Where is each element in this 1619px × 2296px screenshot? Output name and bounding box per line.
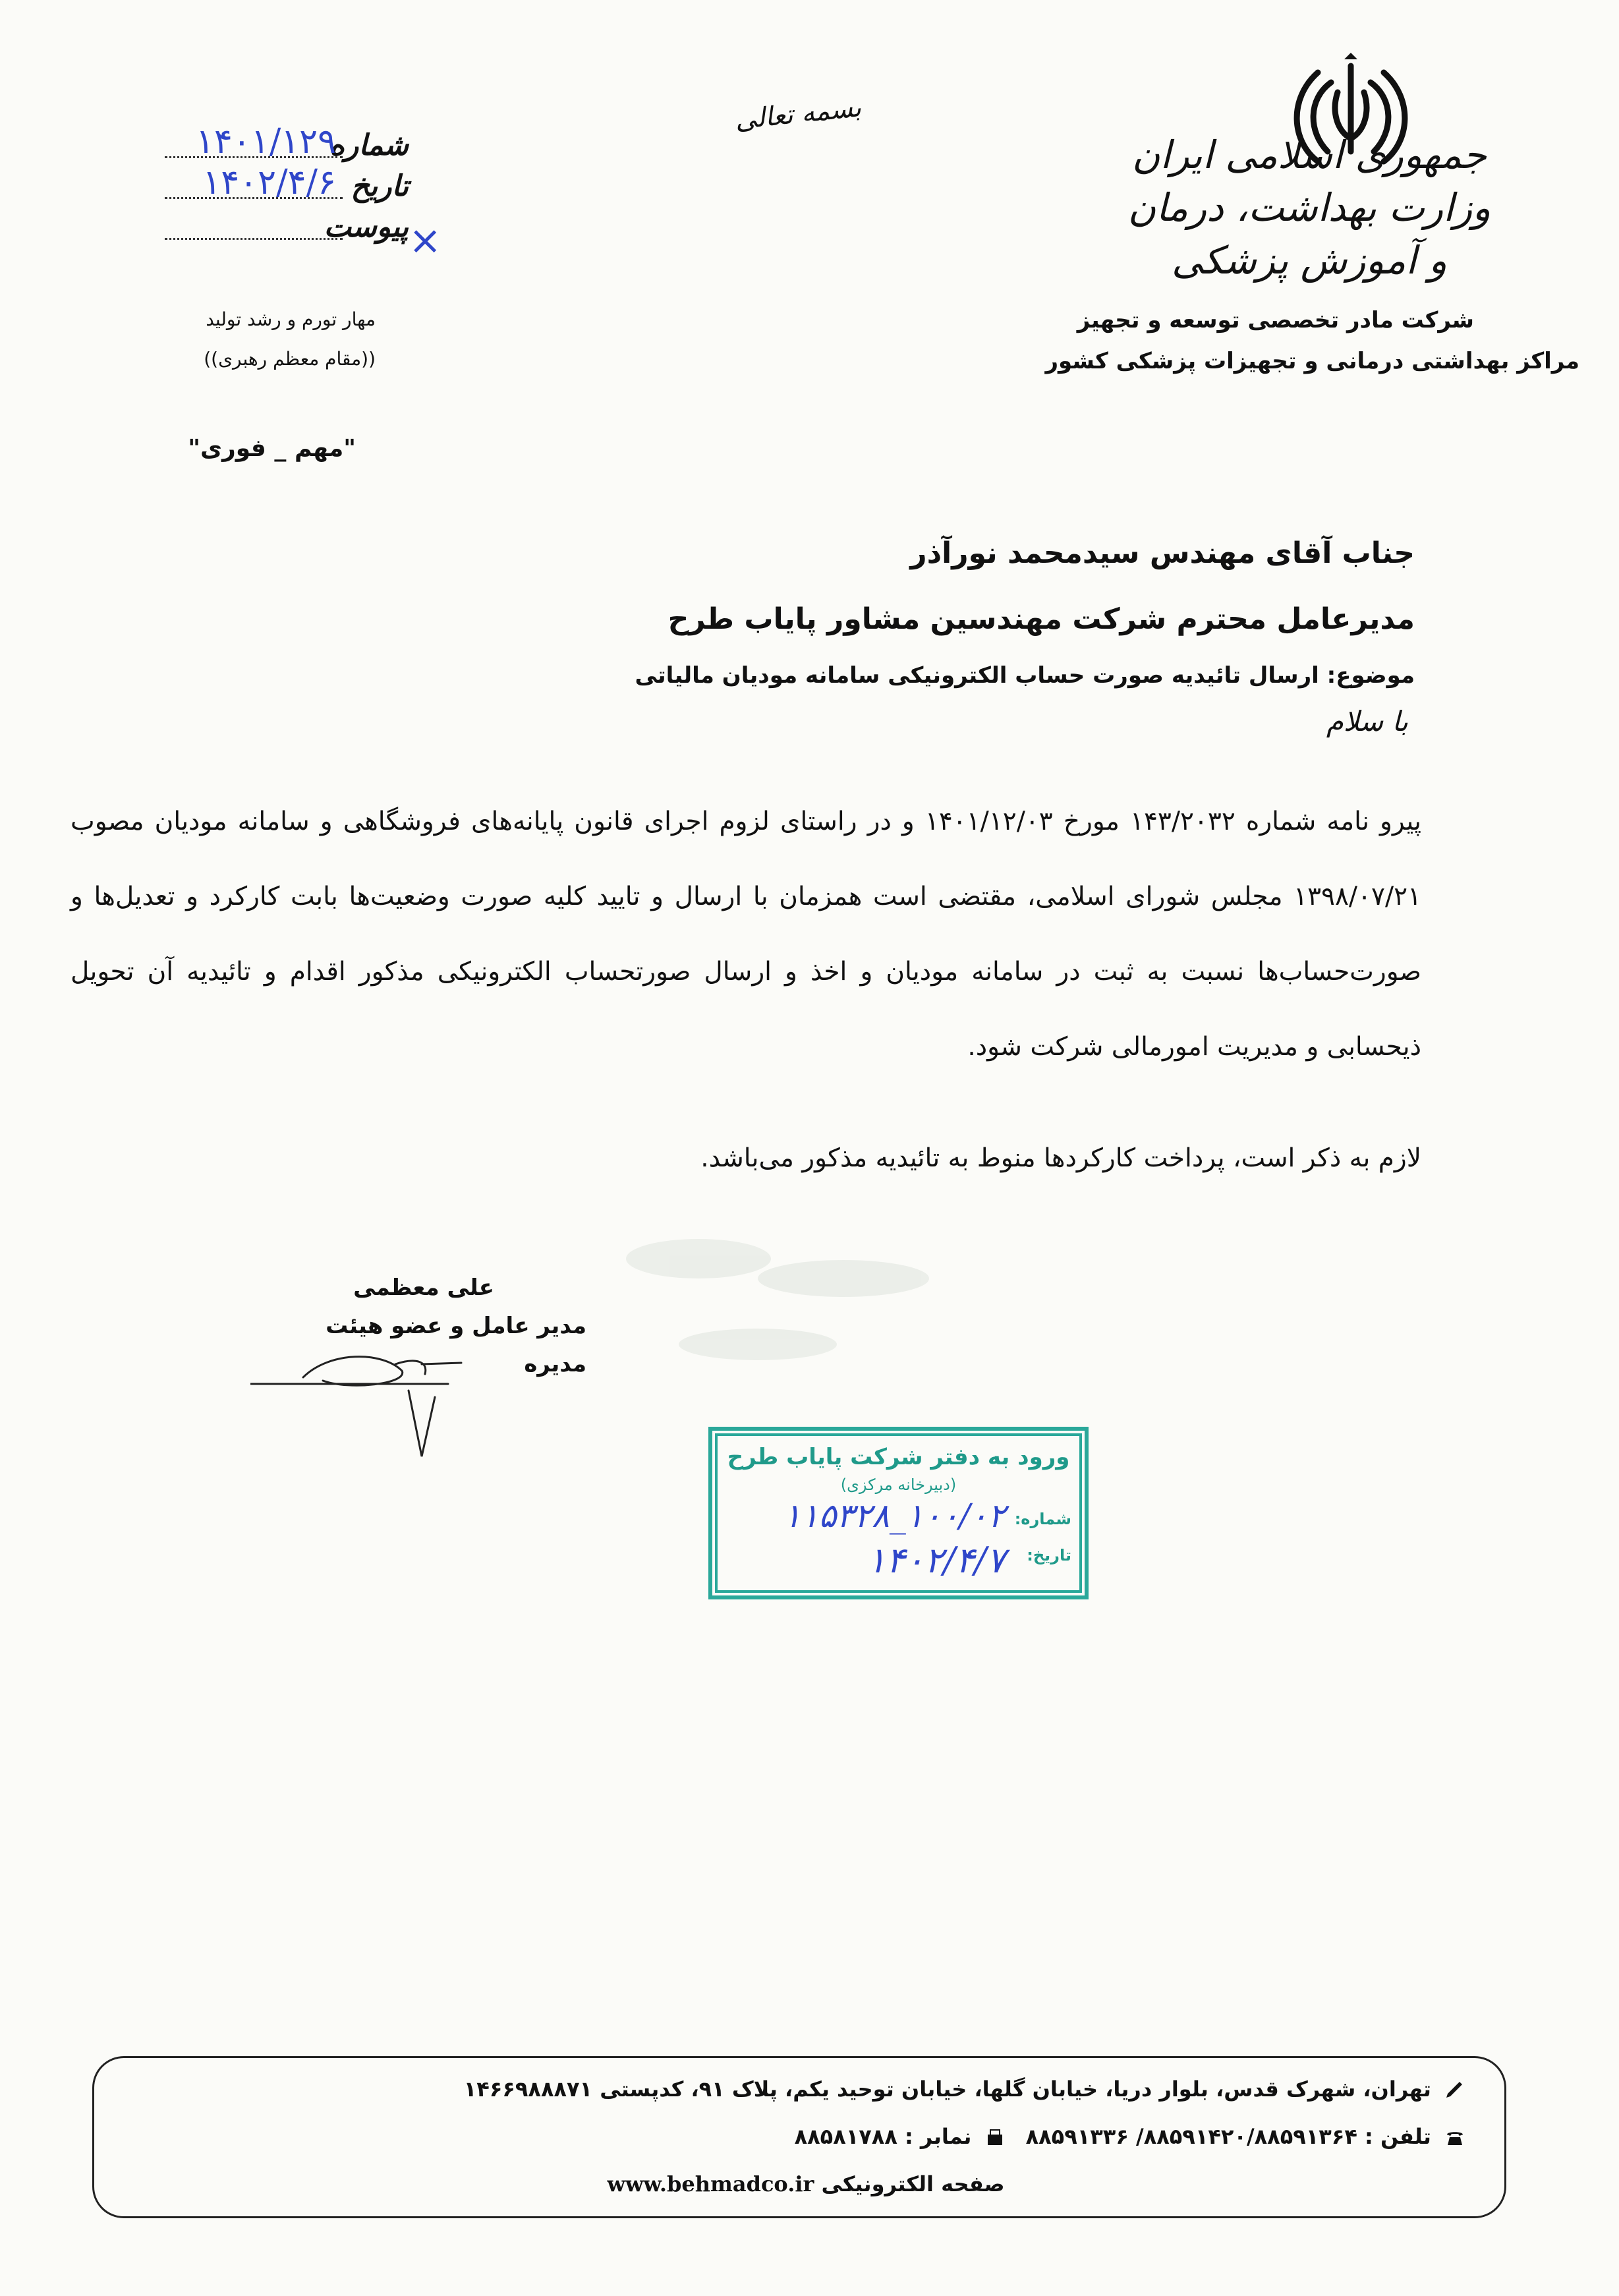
stamp-number-label: شماره:	[1014, 1510, 1071, 1528]
ministry-name	[1125, 129, 1494, 287]
number-label: شماره	[329, 129, 409, 162]
stamp-title: ورود به دفتر شرکت پایاب طرح	[727, 1444, 1070, 1470]
ministry-line1: جمهوری اسلامی ایران	[1131, 132, 1487, 177]
addressee-line1: جناب آقای مهندس سیدمحمد نورآذر	[910, 536, 1415, 570]
stamp-date-label: تاریخ:	[1027, 1546, 1071, 1564]
besm-heading: بسمه تعالی	[733, 92, 863, 136]
company-name	[986, 300, 1579, 382]
slogan	[178, 300, 376, 379]
footer-address: تهران، شهرک قدس، بلوار دریا، خیابان گلها، خیابان توحید یکم، پلاک ۹۱، کدپستی ۱۴۶۶۹۸۸۸۷۱	[463, 2077, 1431, 2102]
signature-drawing	[250, 1325, 514, 1470]
number-value: ۱۴۰۱/۱۲۹	[195, 122, 336, 161]
footer-phone-row	[134, 2124, 1465, 2149]
stamp-subtitle: (دبیرخانه مرکزی)	[840, 1476, 957, 1494]
receipt-stamp	[708, 1427, 1089, 1599]
attachment-label: پیوست	[324, 210, 409, 244]
addressee-line2: مدیرعامل محترم شرکت مهندسین مشاور پایاب طرح	[667, 602, 1415, 636]
footer-fax: نمابر : ۸۸۵۸۱۷۸۸	[794, 2124, 972, 2149]
stamp-number-value: ۱۰۰/۰۲_۱۱۵۳۲۸	[783, 1497, 1006, 1535]
date-value: ۱۴۰۲/۴/۶	[202, 163, 336, 202]
phone-icon	[1445, 2129, 1465, 2146]
company-line1: شرکت مادر تخصصی توسعه و تجهیز	[1077, 307, 1474, 333]
footer-contact-box	[92, 2056, 1506, 2218]
signer-name: علی معظمی	[353, 1275, 494, 1301]
footer-web-row	[134, 2171, 1465, 2196]
date-label: تاریخ	[351, 169, 409, 203]
footer-web-label: صفحه الکترونیکی	[821, 2171, 1005, 2196]
greeting: با سلام	[1326, 705, 1408, 737]
footer-website-link[interactable]: www.behmadco.ir	[607, 2171, 814, 2196]
urgent-label: "مهم _ فوری"	[188, 435, 356, 462]
faded-mark	[593, 1219, 1054, 1391]
meta-date-row	[165, 163, 409, 210]
letter-closing: لازم به ذکر است، پرداخت کارکردها منوط به تائیدیه مذکور می‌باشد.	[700, 1143, 1421, 1173]
slogan-line2: ((مقام معظم رهبری))	[204, 348, 376, 370]
attachment-dotted-line	[165, 238, 343, 240]
attachment-mark: ×	[409, 217, 442, 264]
subject-line: موضوع: ارسال تائیدیه صورت حساب الکترونیکی سامانه مودیان مالیاتی	[635, 662, 1415, 689]
letter-meta	[165, 122, 409, 251]
slogan-line1: مهار تورم و رشد تولید	[206, 308, 376, 330]
company-line2: مراکز بهداشتی درمانی و تجهیزات پزشکی کشور	[1045, 348, 1579, 374]
letter-body: پیرو نامه شماره ۱۴۳/۲۰۳۲ مورخ ۱۴۰۱/۱۲/۰۳ و در راستای لزوم اجرای قانون پایانه‌های فروشگاهی و سامانه مودیان مصوب ۱۳۹۸/۰۷/۲۱ مجلس شورای اسلامی، مقتضی است همزمان با ارسال و تایید کلیه صورت وضعیت‌ها بابت کارکرد و تعدیل‌ها و صورت‌حساب‌ها نسبت به ثبت در سامانه مودیان و اخذ و ارسال صورتحساب الکترونیکی مذکور اقدام و تائیدیه آن تحویل ذیحسابی و مدیریت امورمالی شرکت شود.	[71, 807, 1422, 1062]
stamp-date-value: ۱۴۰۲/۴/۷	[866, 1539, 1006, 1581]
pen-icon	[1445, 2082, 1465, 2099]
signer-title: مدیر عامل و عضو هیئت مدیره	[326, 1313, 586, 1377]
footer-address-row	[134, 2077, 1465, 2102]
ministry-line2: وزارت بهداشت، درمان و آموزش پزشکی	[1127, 185, 1491, 283]
fax-icon	[985, 2129, 1005, 2146]
meta-attachment-row	[165, 210, 409, 251]
footer-phone: تلفن : ۸۸۵۹۱۴۲۰/۸۸۵۹۱۳۶۴/ ۸۸۵۹۱۳۳۶	[1025, 2124, 1431, 2149]
addressee	[426, 521, 1415, 652]
